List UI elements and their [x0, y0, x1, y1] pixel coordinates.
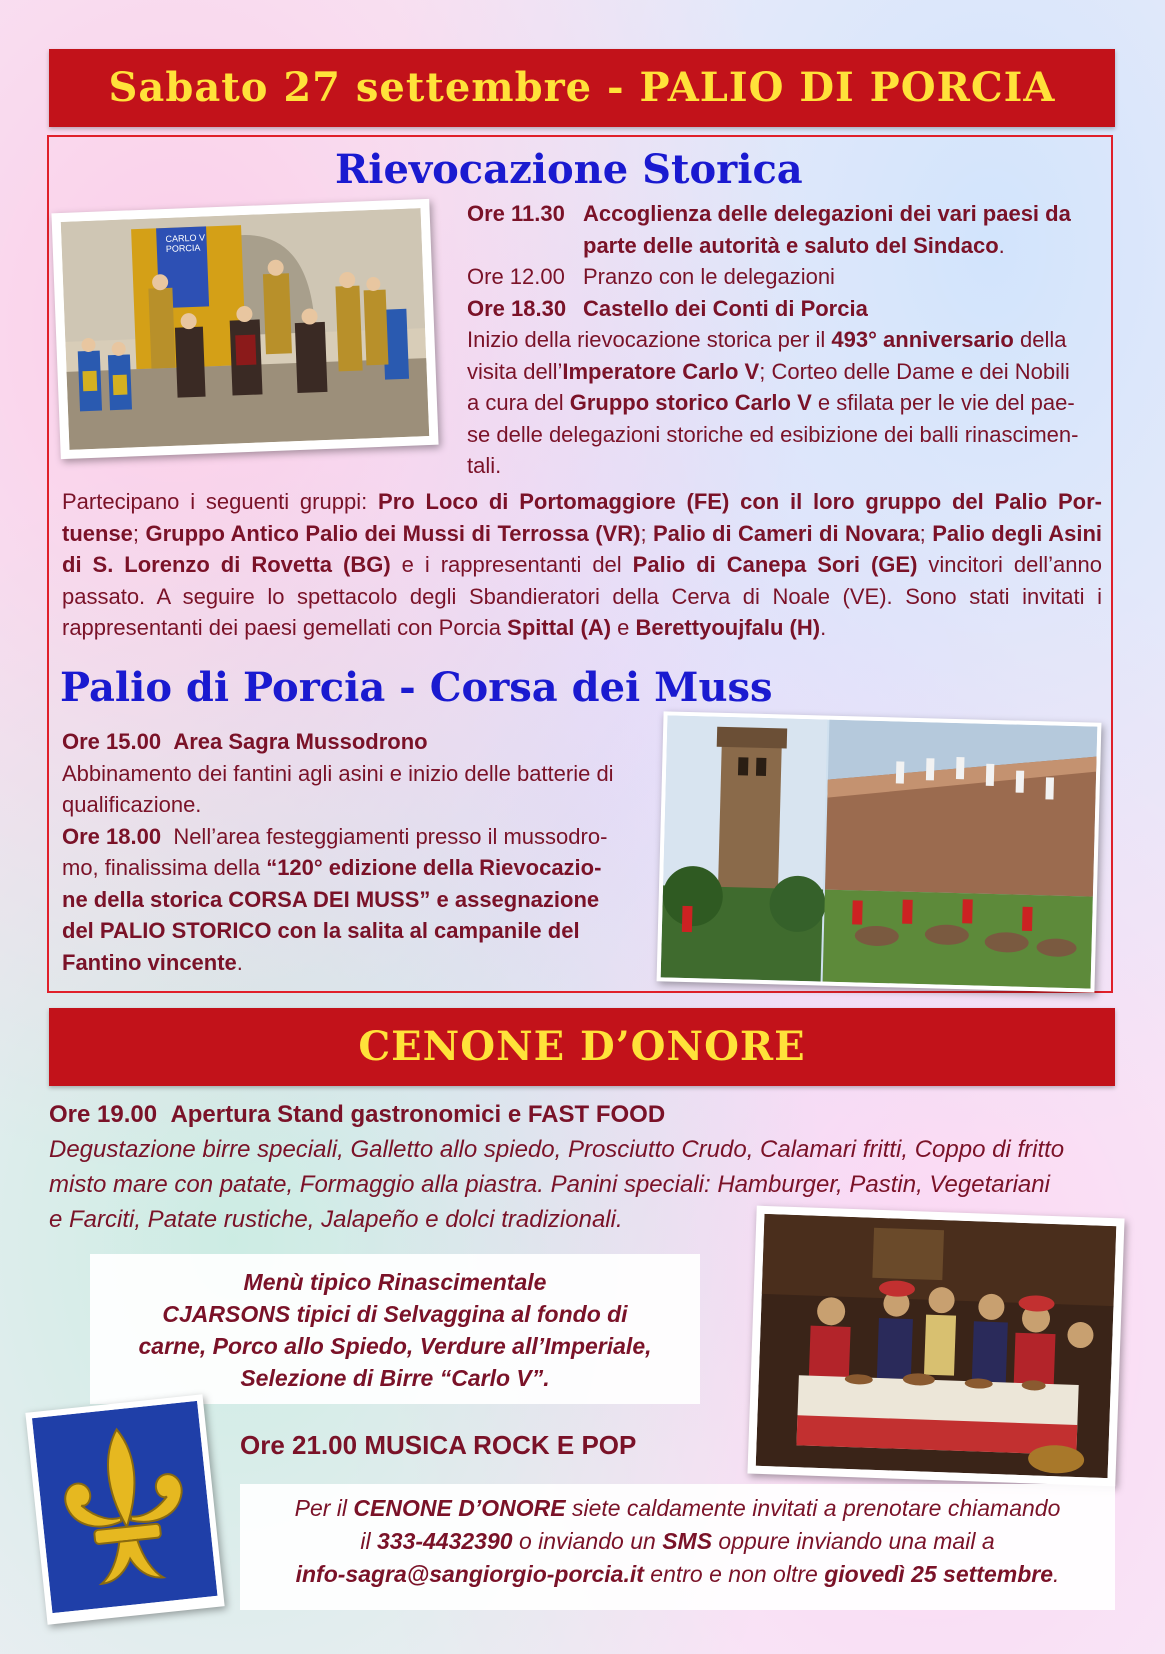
- event-1500-line2: qualificazione.: [62, 792, 202, 817]
- event-1830-line3: a cura del Gruppo storico Carlo V e sfilata per le vie del pae-: [467, 390, 1075, 415]
- menu-line2: CJARSONS tipici di Selvaggina al fondo di: [162, 1301, 628, 1327]
- event-1800-line4: del PALIO STORICO con la salita al campanile del: [62, 918, 580, 943]
- corsa-schedule: [62, 726, 642, 978]
- dinner-line1: Degustazione birre speciali, Galletto allo spiedo, Prosciutto Crudo, Calamari fritti, Coppo di fritto: [49, 1136, 1065, 1163]
- booking-box: [240, 1484, 1115, 1610]
- svg-text:PORCIA: PORCIA: [165, 242, 201, 254]
- event-1500-place: Area Sagra Mussodrono: [173, 729, 428, 754]
- event-1830-title: Castello dei Conti di Porcia: [583, 295, 868, 321]
- time-1900: Ore 19.00: [49, 1101, 158, 1128]
- event-1800-line1: Nell’area festeggiamenti presso il mussodro-: [173, 823, 608, 849]
- cenone-banner: CENONE D’ONORE: [49, 1008, 1115, 1086]
- rievocazione-schedule: Ore 11.30 Accoglienza delle delegazioni dei vari paesi da parte delle autorità e saluto del Sindaco. Ore 12.00 Pranzo con le delegazioni Ore 18.30 Castello dei Conti di Porcia Inizio della rievocazione storica per il 493° anniversario della visita dell’Imperatore Carlo V; Corteo delle Dame e dei Nobili a cura del Gruppo storico Carlo V e sfilata per le vie del pae- se delle delegazioni storiche ed esibizione dei balli rinascimen- tali.: [467, 198, 1097, 482]
- photo-tower-and-race: [657, 711, 1102, 992]
- time-1830: Ore 18.30: [467, 295, 567, 321]
- time-1200: Ore 12.00: [467, 264, 565, 289]
- section-title-corsa: Palio di Porcia - Corsa dei Muss: [60, 664, 773, 711]
- event-1800-line2: mo, finalissima della “120° edizione della Rievocazio-: [62, 855, 602, 880]
- photo-banquet-painting: [747, 1206, 1124, 1487]
- dinner-line3: e Farciti, Patate rustiche, Jalapeño e dolci tradizionali.: [49, 1206, 623, 1233]
- dinner-title: Apertura Stand gastronomici e FAST FOOD: [170, 1101, 666, 1128]
- time-1130: Ore 11.30: [467, 201, 565, 226]
- booking-line2: il 333-4432390 o inviando un SMS oppure inviando una mail a: [360, 1528, 995, 1554]
- rock-music-event: Ore 21.00 MUSICA ROCK E POP: [240, 1430, 637, 1460]
- participating-groups: Partecipano i seguenti gruppi: Pro Loco di Portomaggiore (FE) con il loro gruppo del Palio Por-tuense; Gruppo Antico Palio dei Mussi di Terrossa (VR); Palio di Cameri di Novara; Palio degli Asini di S. Lorenzo di Rovetta (BG) e i rappresentanti del Palio di Canepa Sori (GE) vincitori dell’anno passato. A seguire lo spettacolo degli Sbandieratori della Cerva di Noale (VE). Sono stati invitati i rappresentanti dei paesi gemellati con Porcia Spittal (A) e Berettyoujfalu (H).: [62, 489, 1102, 640]
- section-title-rievocazione: Rievocazione Storica: [335, 146, 803, 193]
- booking-line1: Per il CENONE D’ONORE siete caldamente invitati a prenotare chiamando: [294, 1495, 1061, 1521]
- time-1800: Ore 18.00: [62, 823, 162, 849]
- event-1800-line5: Fantino vincente.: [62, 949, 243, 975]
- event-1130-text: Accoglienza delle delegazioni dei vari paesi da: [583, 201, 1071, 226]
- photo-historical-costumes: [51, 199, 438, 459]
- menu-line3: carne, Porco allo Spiedo, Verdure all’Imperiale,: [138, 1333, 652, 1359]
- event-1500-line1: Abbinamento dei fantini agli asini e inizio delle batterie di: [62, 760, 614, 786]
- top-banner: Sabato 27 settembre - PALIO DI PORCIA: [49, 49, 1115, 127]
- fleur-de-lis-emblem: [25, 1394, 224, 1624]
- dinner-line2: misto mare con patate, Formaggio alla piastra. Panini speciali: Hamburger, Pastin, Vegetariani: [49, 1171, 1050, 1198]
- time-1500: Ore 15.00: [62, 729, 162, 754]
- event-1830-line4: se delle delegazioni storiche ed esibizione dei balli rinascimen-: [467, 421, 1079, 447]
- booking-phone: 333-4432390: [376, 1528, 513, 1554]
- booking-line3: info-sagra@sangiorgio-porcia.it entro e non oltre giovedì 25 settembre.: [295, 1561, 1060, 1587]
- menu-line4: Selezione di Birre “Carlo V”.: [240, 1365, 550, 1391]
- event-1830-line1: Inizio della rievocazione storica per il 493° anniversario della: [467, 327, 1067, 352]
- menu-line1: Menù tipico Rinascimentale: [243, 1269, 547, 1295]
- booking-email: info-sagra@sangiorgio-porcia.it: [295, 1561, 644, 1587]
- event-1130-text-cont: parte delle autorità e saluto del Sindaco: [583, 232, 999, 258]
- event-1830-line2: visita dell’Imperatore Carlo V; Corteo delle Dame e dei Nobili: [467, 358, 1070, 384]
- event-1800-line3: ne della storica CORSA DEI MUSS” e assegnazione: [62, 886, 600, 912]
- svg-text:CARLO V: CARLO V: [165, 232, 206, 244]
- event-1200-text: Pranzo con le delegazioni: [583, 264, 835, 289]
- renaissance-menu-box: [90, 1254, 700, 1404]
- event-1830-line5: tali.: [467, 453, 502, 478]
